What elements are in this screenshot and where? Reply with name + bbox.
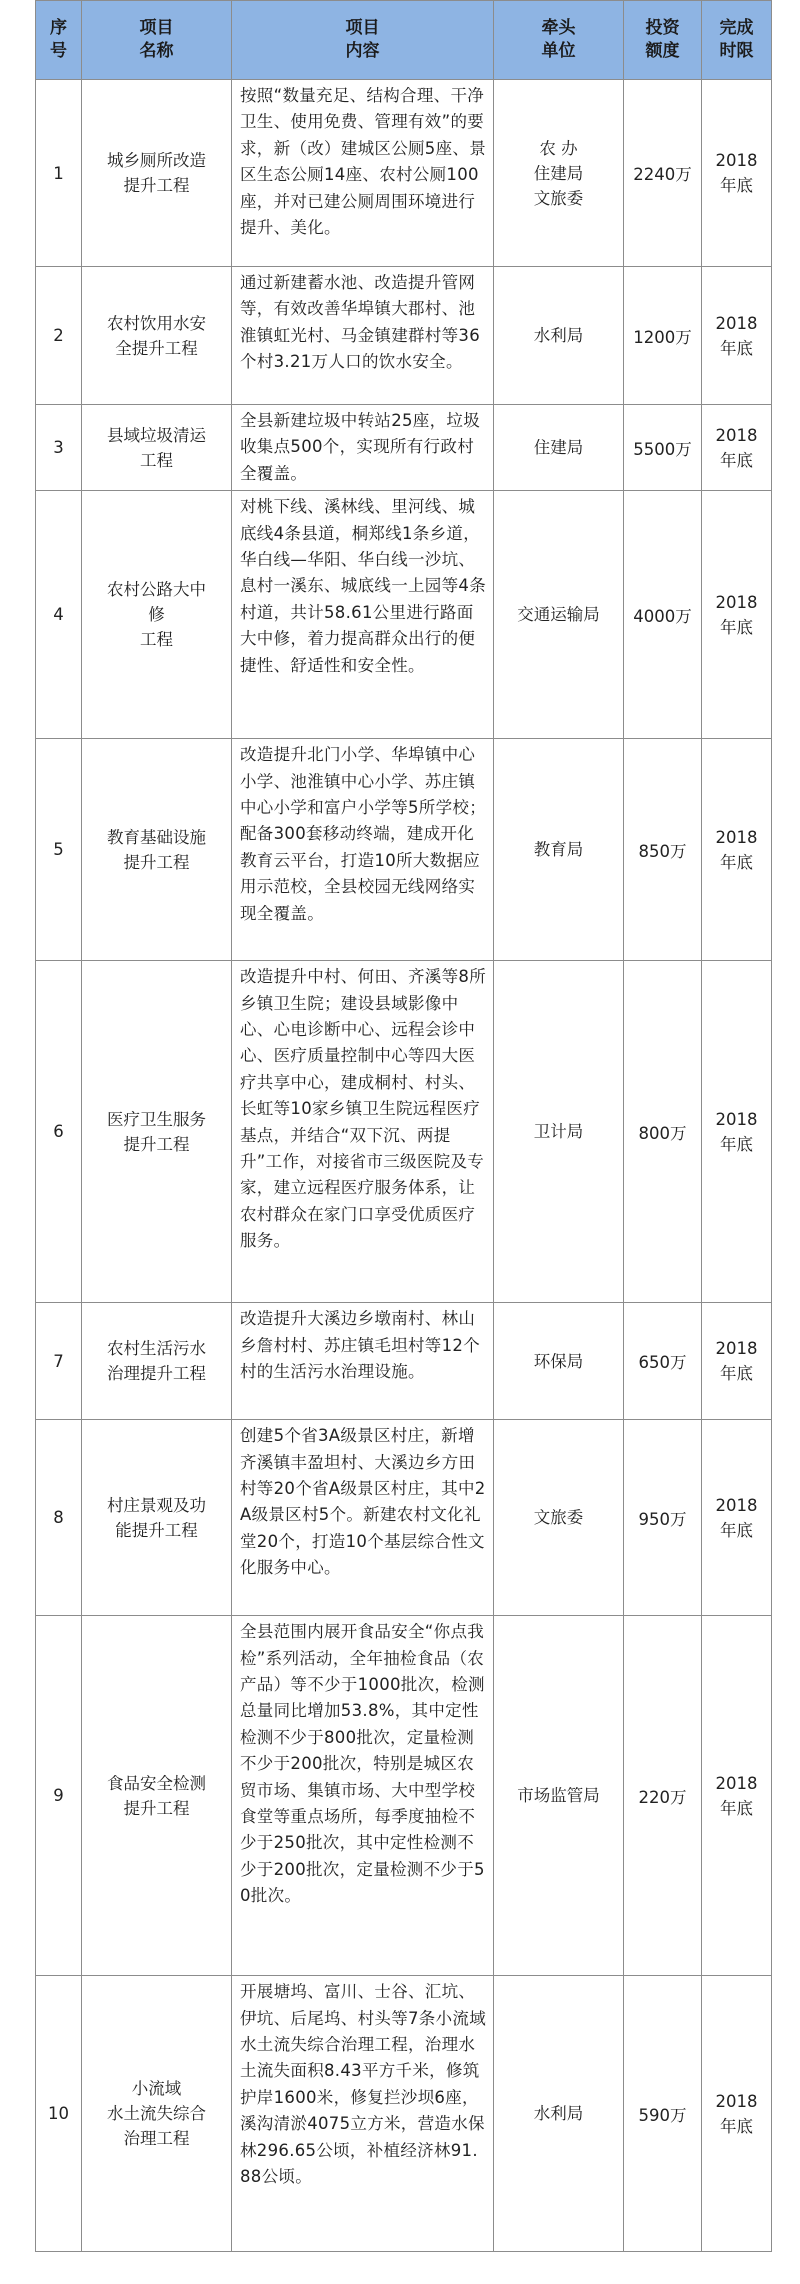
cell-no: 1	[36, 80, 82, 267]
project-table	[35, 0, 772, 2252]
cell-deadline: 2018 年底	[702, 739, 772, 961]
cell-deadline: 2018 年底	[702, 1616, 772, 1976]
cell-deadline: 2018 年底	[702, 80, 772, 267]
table-row	[36, 1420, 772, 1616]
cell-no: 7	[36, 1303, 82, 1420]
cell-name: 城乡厕所改造 提升工程	[82, 80, 232, 267]
header-name: 项目 名称	[82, 1, 232, 80]
table-header-row	[36, 1, 772, 80]
cell-name: 村庄景观及功 能提升工程	[82, 1420, 232, 1616]
cell-no: 4	[36, 491, 82, 739]
cell-deadline: 2018 年底	[702, 961, 772, 1303]
table-body	[36, 80, 772, 2252]
table-row	[36, 80, 772, 267]
cell-content: 全县范围内展开食品安全“你点我检”系列活动，全年抽检食品（农产品）等不少于1000批次，检测总量同比增加53.8%，其中定性检测不少于800批次，定量检测不少于200批次，特别是城区农贸市场、集镇市场、大中型学校食堂等重点场所，每季度抽检不少于250批次，其中定性检测不少于200批次，定量检测不少于50批次。	[232, 1616, 494, 1976]
cell-lead: 水利局	[494, 267, 624, 405]
cell-no: 10	[36, 1976, 82, 2252]
header-deadline: 完成 时限	[702, 1, 772, 80]
table-row	[36, 739, 772, 961]
cell-no: 2	[36, 267, 82, 405]
cell-content: 创建5个省3A级景区村庄，新增齐溪镇丰盈坦村、大溪边乡方田村等20个省A级景区村庄，其中2A级景区村5个。新建农村文化礼堂20个，打造10个基层综合性文化服务中心。	[232, 1420, 494, 1616]
cell-content: 对桃下线、溪林线、里河线、城底线4条县道，桐郑线1条乡道，华白线—华阳、华白线一沙坑、息村一溪东、城底线一上园等4条村道，共计58.61公里进行路面大中修，着力提高群众出行的便捷性、舒适性和安全性。	[232, 491, 494, 739]
cell-name: 食品安全检测 提升工程	[82, 1616, 232, 1976]
cell-content: 改造提升中村、何田、齐溪等8所乡镇卫生院；建设县域影像中心、心电诊断中心、远程会诊中心、医疗质量控制中心等四大医疗共享中心，建成桐村、村头、长虹等10家乡镇卫生院远程医疗基点，并结合“双下沉、两提升”工作，对接省市三级医院及专家，建立远程医疗服务体系，让农村群众在家门口享受优质医疗服务。	[232, 961, 494, 1303]
table-row	[36, 267, 772, 405]
cell-lead: 卫计局	[494, 961, 624, 1303]
cell-lead: 交通运输局	[494, 491, 624, 739]
cell-investment: 220万	[624, 1616, 702, 1976]
table-row	[36, 1976, 772, 2252]
cell-deadline: 2018 年底	[702, 1303, 772, 1420]
table-row	[36, 1616, 772, 1976]
header-investment: 投资 额度	[624, 1, 702, 80]
cell-no: 3	[36, 405, 82, 491]
cell-lead: 农 办 住建局 文旅委	[494, 80, 624, 267]
table-row	[36, 405, 772, 491]
cell-deadline: 2018 年底	[702, 491, 772, 739]
table-row	[36, 491, 772, 739]
cell-content: 通过新建蓄水池、改造提升管网等，有效改善华埠镇大郡村、池淮镇虹光村、马金镇建群村等36个村3.21万人口的饮水安全。	[232, 267, 494, 405]
cell-investment: 800万	[624, 961, 702, 1303]
cell-name: 农村公路大中 修 工程	[82, 491, 232, 739]
cell-name: 县域垃圾清运 工程	[82, 405, 232, 491]
table-row	[36, 1303, 772, 1420]
cell-investment: 4000万	[624, 491, 702, 739]
cell-no: 6	[36, 961, 82, 1303]
cell-deadline: 2018 年底	[702, 1420, 772, 1616]
cell-no: 9	[36, 1616, 82, 1976]
cell-no: 8	[36, 1420, 82, 1616]
cell-name: 农村饮用水安 全提升工程	[82, 267, 232, 405]
header-no: 序 号	[36, 1, 82, 80]
cell-lead: 水利局	[494, 1976, 624, 2252]
cell-content: 全县新建垃圾中转站25座，垃圾收集点500个，实现所有行政村全覆盖。	[232, 405, 494, 491]
cell-name: 医疗卫生服务 提升工程	[82, 961, 232, 1303]
cell-content: 改造提升北门小学、华埠镇中心小学、池淮镇中心小学、苏庄镇中心小学和富户小学等5所学校；配备300套移动终端，建成开化教育云平台，打造10所大数据应用示范校，全县校园无线网络实现全覆盖。	[232, 739, 494, 961]
cell-investment: 5500万	[624, 405, 702, 491]
cell-lead: 市场监管局	[494, 1616, 624, 1976]
cell-name: 教育基础设施 提升工程	[82, 739, 232, 961]
cell-content: 开展塘坞、富川、士谷、汇坑、伊坑、后尾坞、村头等7条小流域水土流失综合治理工程，治理水土流失面积8.43平方千米，修筑护岸1600米，修复拦沙坝6座，溪沟清淤4075立方米，营造水保林296.65公顷，补植经济林91.88公顷。	[232, 1976, 494, 2252]
cell-name: 小流域 水土流失综合 治理工程	[82, 1976, 232, 2252]
cell-name: 农村生活污水 治理提升工程	[82, 1303, 232, 1420]
cell-deadline: 2018 年底	[702, 405, 772, 491]
cell-investment: 2240万	[624, 80, 702, 267]
cell-investment: 650万	[624, 1303, 702, 1420]
header-lead: 牵头 单位	[494, 1, 624, 80]
cell-investment: 1200万	[624, 267, 702, 405]
cell-lead: 住建局	[494, 405, 624, 491]
cell-investment: 590万	[624, 1976, 702, 2252]
cell-investment: 950万	[624, 1420, 702, 1616]
header-content: 项目 内容	[232, 1, 494, 80]
table-row	[36, 961, 772, 1303]
cell-lead: 教育局	[494, 739, 624, 961]
cell-content: 改造提升大溪边乡墩南村、林山乡詹村村、苏庄镇毛坦村等12个村的生活污水治理设施。	[232, 1303, 494, 1420]
cell-lead: 环保局	[494, 1303, 624, 1420]
project-table-container	[35, 0, 771, 2252]
cell-investment: 850万	[624, 739, 702, 961]
cell-no: 5	[36, 739, 82, 961]
cell-content: 按照“数量充足、结构合理、干净卫生、使用免费、管理有效”的要求，新（改）建城区公厕5座、景区生态公厕14座、农村公厕100座，并对已建公厕周围环境进行提升、美化。	[232, 80, 494, 267]
cell-deadline: 2018 年底	[702, 1976, 772, 2252]
cell-deadline: 2018 年底	[702, 267, 772, 405]
cell-lead: 文旅委	[494, 1420, 624, 1616]
